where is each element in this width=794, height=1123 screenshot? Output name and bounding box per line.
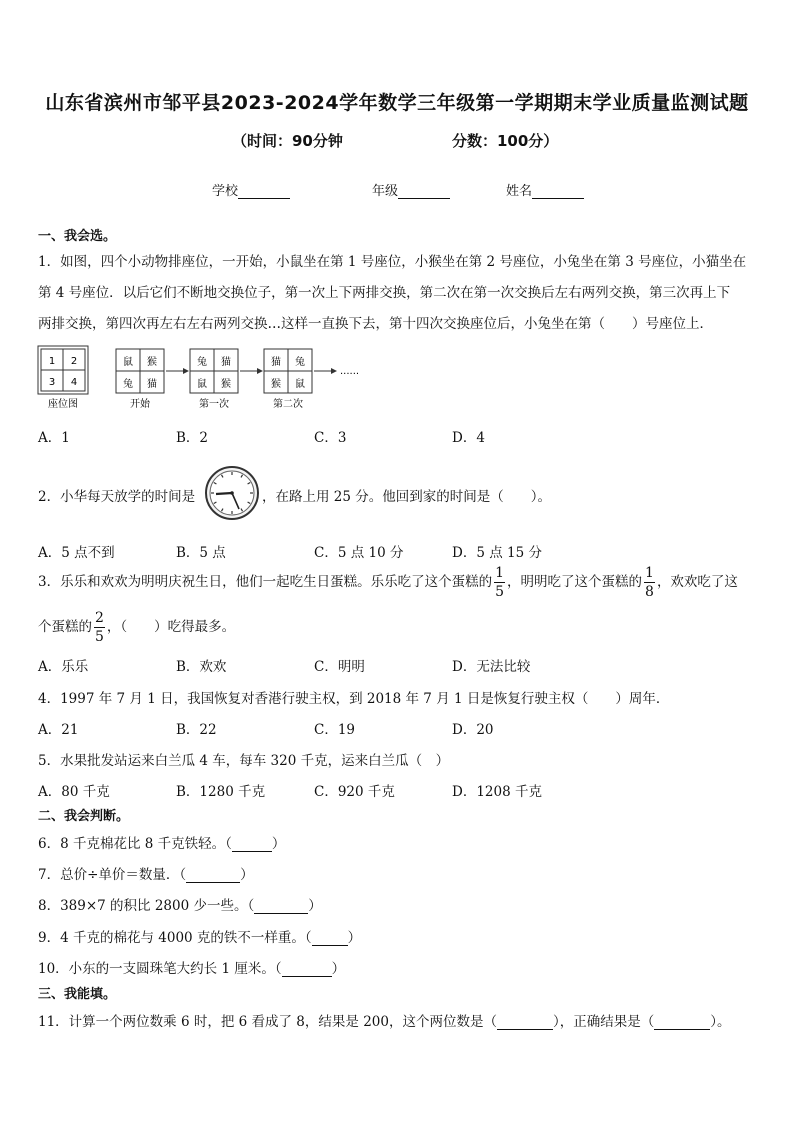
- second-cell: 猴: [271, 379, 281, 390]
- answer-blank[interactable]: [312, 932, 348, 946]
- start-cell: 鼠: [123, 357, 133, 368]
- first-cell: 猴: [221, 379, 231, 390]
- q3-option-d[interactable]: D．无法比较: [452, 659, 531, 675]
- seat-cell: 3: [48, 377, 56, 388]
- school-field: 学校: [212, 180, 290, 199]
- second-swap-grid: [264, 349, 312, 410]
- answer-blank[interactable]: [186, 869, 240, 883]
- q2-option-c[interactable]: C．5 点 10 分: [314, 545, 404, 561]
- question-10: 10．小东的一支圆珠笔大约长 1 厘米。（ ）: [38, 961, 346, 977]
- question-2-after: ，在路上用 25 分。他回到家的时间是（ ）。: [262, 489, 552, 505]
- question-1-line-1: 1．如图，四个小动物排座位，一开始，小鼠坐在第 1 号座位，小猴坐在第 2 号座位，小兔坐在第 3 号座位，小猫坐在: [38, 254, 747, 270]
- fraction-two-fifths: $\frac{2}{5}$: [95, 610, 104, 645]
- q1-option-d[interactable]: D．4: [452, 430, 485, 446]
- q5-option-d[interactable]: D．1208 千克: [452, 784, 542, 800]
- start-grid: [116, 349, 164, 410]
- answer-blank[interactable]: [282, 963, 332, 977]
- seat-cell: 4: [70, 377, 78, 388]
- fraction-one-fifth: $\frac{1}{5}$: [495, 565, 505, 600]
- first-cell: 猫: [221, 357, 231, 368]
- q5-option-a[interactable]: A．80 千克: [38, 784, 110, 800]
- q1-option-c[interactable]: C．3: [314, 430, 347, 446]
- continuation-dots: ......: [340, 366, 360, 377]
- seat-grid: [38, 346, 88, 410]
- question-2-before: 2．小华每天放学的时间是: [38, 489, 196, 505]
- start-cell: 猴: [147, 357, 157, 368]
- q3-option-b[interactable]: B．欢欢: [176, 659, 227, 675]
- q4-option-c[interactable]: C．19: [314, 722, 356, 738]
- second-cell: 鼠: [295, 379, 305, 390]
- figure-caption: 第二次: [273, 399, 303, 410]
- question-5: 5．水果批发站运来白兰瓜 4 车，每车 320 千克，运来白兰瓜（ ）: [38, 753, 450, 769]
- second-cell: 猫: [271, 357, 281, 368]
- q2-option-d[interactable]: D．5 点 15 分: [452, 545, 542, 561]
- time-limit: （时间：90分钟: [232, 132, 343, 150]
- q3-option-a[interactable]: A．乐乐: [38, 659, 89, 675]
- clock-icon: [204, 465, 260, 521]
- section-heading: 二、我会判断。: [38, 809, 130, 824]
- question-8: 8．389×7 的积比 2800 少一些。（ ）: [38, 898, 322, 914]
- question-11: 11．计算一个两位数乘 6 时，把 6 看成了 8，结果是 200，这个两位数是（ ），正确结果是（ ）。: [38, 1014, 731, 1030]
- name-field: 姓名: [506, 180, 584, 199]
- answer-blank[interactable]: [254, 900, 308, 914]
- q2-option-b[interactable]: B．5 点: [176, 545, 226, 561]
- q2-option-a[interactable]: A．5 点不到: [38, 545, 115, 561]
- name-blank[interactable]: [532, 185, 584, 199]
- figure-caption: 第一次: [199, 399, 229, 410]
- question-1-line-3: 两排交换，第四次再左右左右两列交换…这样一直换下去，第十四次交换座位后，小兔坐在第（ ）号座位上．: [38, 316, 713, 332]
- q3-option-c[interactable]: C．明明: [314, 659, 365, 675]
- seat-cell: 1: [48, 356, 56, 367]
- grade-blank[interactable]: [398, 185, 450, 199]
- first-swap-grid: [190, 349, 238, 410]
- question-7: 7．总价÷单价＝数量．（ ）: [38, 867, 254, 883]
- q4-option-d[interactable]: D．20: [452, 722, 494, 738]
- figure-caption: 座位图: [48, 399, 78, 410]
- q5-option-b[interactable]: B．1280 千克: [176, 784, 266, 800]
- start-cell: 兔: [123, 379, 133, 390]
- figure-caption: 开始: [130, 399, 150, 410]
- question-3-line-2: 个蛋糕的 $\frac{2}{5}$ ，（ ）吃得最多。: [38, 610, 236, 645]
- fraction-one-eighth: $\frac{1}{8}$: [645, 565, 654, 600]
- seat-cell: 2: [70, 356, 78, 367]
- question-6: 6．8 千克棉花比 8 千克铁轻。（ ）: [38, 836, 286, 852]
- q4-option-b[interactable]: B．22: [176, 722, 217, 738]
- start-cell: 猫: [147, 379, 157, 390]
- exam-title: 山东省滨州市邹平县2023-2024学年数学三年级第一学期期末学业质量监测试题: [45, 92, 749, 114]
- q5-option-c[interactable]: C．920 千克: [314, 784, 395, 800]
- total-score: 分数：100分）: [452, 132, 559, 150]
- q1-option-b[interactable]: B．2: [176, 430, 209, 446]
- grade-field: 年级: [372, 180, 450, 199]
- question-3-line-1: 3．乐乐和欢欢为明明庆祝生日，他们一起吃生日蛋糕。乐乐吃了这个蛋糕的 $\frac{1}{5}$ ，明明吃了这个蛋糕的 $\frac{1}{8}$ ，欢欢吃了这: [38, 565, 738, 600]
- answer-blank[interactable]: [232, 838, 272, 852]
- section-heading: 一、我会选。: [38, 229, 117, 244]
- q4-option-a[interactable]: A．21: [38, 722, 79, 738]
- question-9: 9．4 千克的棉花与 4000 克的铁不一样重。（ ）: [38, 930, 362, 946]
- seat-swap-figure: [36, 344, 360, 414]
- question-4: 4．1997 年 7 月 1 日，我国恢复对香港行驶主权，到 2018 年 7 月 1 日是恢复行驶主权（ ）周年．: [38, 691, 670, 707]
- q1-option-a[interactable]: A．1: [38, 430, 70, 446]
- answer-blank-two-digit[interactable]: [497, 1016, 553, 1030]
- school-blank[interactable]: [238, 185, 290, 199]
- first-cell: 鼠: [197, 379, 207, 390]
- first-cell: 兔: [197, 357, 207, 368]
- question-1-line-2: 第 4 号座位．以后它们不断地交换位子，第一次上下两排交换，第二次在第一次交换后左右两列交换，第三次再上下: [38, 285, 731, 301]
- second-cell: 兔: [295, 357, 305, 368]
- section-heading: 三、我能填。: [38, 987, 117, 1002]
- answer-blank-correct-result[interactable]: [654, 1016, 710, 1030]
